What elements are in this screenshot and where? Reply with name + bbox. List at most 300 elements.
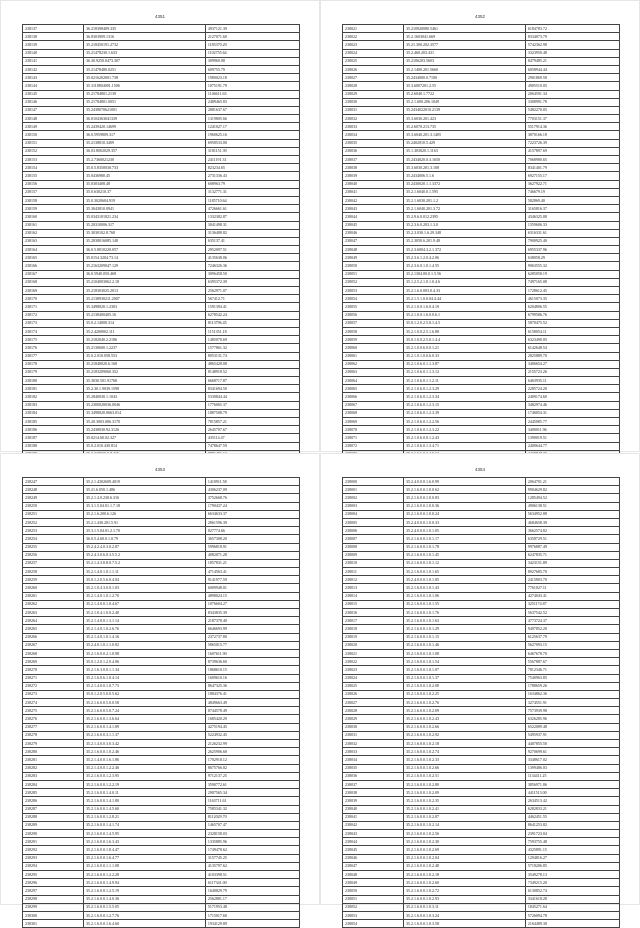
coordinate-cell: 35.2.1.6.0.0.2.1.0.98 (83, 649, 205, 657)
point-id-cell: 238063 (343, 368, 404, 376)
value-cell: 567412.71 (205, 295, 299, 303)
table-row (23, 213, 300, 221)
value-cell: 1151351.18 (205, 327, 299, 335)
table-row (343, 319, 620, 327)
table-row (343, 641, 620, 649)
point-id-cell: 238046 (343, 229, 404, 237)
table-row (23, 164, 300, 172)
point-id-cell: 238027 (343, 74, 404, 82)
table-row (343, 442, 620, 450)
coordinate-cell: 35.3.6040.201.3.1405 (403, 131, 525, 139)
coordinate-table (342, 477, 620, 928)
value-cell: 6646693.99 (205, 625, 299, 633)
table-row (23, 600, 300, 608)
value-cell: 1715017.60 (205, 911, 299, 919)
table-row (23, 846, 300, 854)
point-id-cell: 238043 (343, 830, 404, 838)
value-cell: 7593755.48 (525, 838, 619, 846)
coordinate-cell: 35.21478480.0251 (83, 65, 205, 73)
table-row (23, 576, 300, 584)
coordinate-cell: 35.2.1.0.0.1.6.0.0.6.1 (403, 311, 525, 319)
point-id-cell: 238031 (343, 731, 404, 739)
coordinate-cell: 35.2.1.6.0.0.1.0.1.54 (403, 658, 525, 666)
value-cell: 4135797.62 (205, 862, 299, 870)
table-row (23, 57, 300, 65)
point-id-cell: 238035 (343, 139, 404, 147)
point-id-cell: 238147 (23, 106, 84, 114)
point-id-cell: 238170 (23, 295, 84, 303)
value-cell: 827774.66 (205, 527, 299, 535)
value-cell: 4274043.41 (525, 592, 619, 600)
value-cell: 2164489.30 (525, 920, 619, 928)
point-id-cell: 238032 (343, 740, 404, 748)
value-cell: 3870166.18 (525, 131, 619, 139)
point-id-cell: 238296 (23, 879, 84, 887)
table-row (343, 568, 620, 576)
table-row (343, 625, 620, 633)
coordinate-cell: 35.2.3.030.1.6.29.348 (403, 229, 525, 237)
point-id-cell: 238161 (23, 221, 84, 229)
table-row (343, 254, 620, 262)
table-row (23, 690, 300, 698)
table-row (23, 641, 300, 649)
table-row (343, 805, 620, 813)
value-cell: 1390019.51 (525, 434, 619, 442)
value-cell: 1102755.64 (205, 49, 299, 57)
coordinate-cell: 35.2.1.6030.201.1.2 (403, 196, 525, 204)
point-id-cell: 238281 (23, 756, 84, 764)
page-number: 4352 (474, 14, 485, 19)
coordinate-cell: 35.2.1.0.6.0.1.2.2.56 (403, 418, 525, 426)
coordinate-cell: 35.2.1.6.0.0.1.4.1.89 (83, 723, 205, 731)
value-cell: 7703151.37 (525, 115, 619, 123)
coordinate-cell: 35.2.1.6.0.0.1.6.3.43 (83, 838, 205, 846)
table-row (343, 401, 620, 409)
value-cell: 8343835.39 (205, 609, 299, 617)
table-row (343, 262, 620, 270)
point-id-cell: 238299 (23, 903, 84, 911)
point-id-cell: 238248 (23, 486, 84, 494)
coordinate-cell: 35.218450191.2732 (83, 41, 205, 49)
table-row (23, 871, 300, 879)
point-id-cell: 238031 (343, 106, 404, 114)
value-cell: 1749478.62 (205, 846, 299, 854)
value-cell: 3400011.96 (525, 426, 619, 434)
table-row (343, 385, 620, 393)
table-row (343, 772, 620, 780)
table-row (23, 229, 300, 237)
table-row (23, 699, 300, 707)
table-row (23, 821, 300, 829)
coordinate-cell: 35.2.3.6.0.203.1.3.0 (403, 221, 525, 229)
table-row (343, 57, 620, 65)
table-row (343, 813, 620, 821)
coordinate-cell: 35.2840030.1.1043 (83, 393, 205, 401)
value-cell: 1776065.37 (205, 401, 299, 409)
coordinate-cell: 35.0.2.010.058.553 (83, 352, 205, 360)
point-id-cell: 238298 (23, 895, 84, 903)
value-cell: 1790437.24 (205, 502, 299, 510)
point-id-cell: 238054 (343, 920, 404, 928)
coordinate-cell: 35.0.1.2.0.2.5.0.1.4.5 (403, 319, 525, 327)
value-cell: 7068980.65 (525, 156, 619, 164)
coordinate-cell: 35.2434022010.2139 (403, 106, 525, 114)
point-id-cell: 238141 (23, 57, 84, 65)
coordinate-cell: 35.2.1.6.0.0.1.4.5.95 (83, 830, 205, 838)
value-cell: 8053131.74 (205, 352, 299, 360)
table-row (343, 666, 620, 674)
point-id-cell: 238045 (343, 846, 404, 854)
value-cell: 8113796.45 (205, 319, 299, 327)
point-id-cell: 238249 (23, 494, 84, 502)
coordinate-cell: 35.2438070621001 (83, 106, 205, 114)
coordinate-cell: 35.2.1.6.0.0.1.0.2.69 (403, 846, 525, 854)
coordinate-cell: 35.2.1.6.0.0.1.0.2.30 (403, 838, 525, 846)
table-row (23, 920, 300, 928)
table-row (23, 262, 300, 270)
point-id-cell: 238183 (23, 401, 84, 409)
coordinate-cell: 35.2.1.6.0.0.1.2.2.28 (83, 871, 205, 879)
point-id-cell: 238051 (343, 270, 404, 278)
point-id-cell: 238057 (343, 319, 404, 327)
table-row (23, 756, 300, 764)
value-cell: 3423151.89 (525, 559, 619, 567)
table-row (343, 90, 620, 98)
coordinate-cell: 35.2439420.14699 (83, 123, 205, 131)
point-id-cell: 238297 (23, 887, 84, 895)
coordinate-cell: 35.2.1304.00.0.1.5.56 (403, 270, 525, 278)
value-cell: 1685420.29 (205, 715, 299, 723)
value-cell: 9270699.61 (525, 748, 619, 756)
table-row (343, 715, 620, 723)
value-cell: 4103398.51 (205, 871, 299, 879)
value-cell: 5865015.77 (205, 641, 299, 649)
coordinate-cell: 35.2.1.6.0.0.1.0.1.45 (403, 551, 525, 559)
table-row (23, 518, 300, 526)
point-id-cell: 238159 (23, 205, 84, 213)
table-row (343, 494, 620, 502)
table-row (343, 393, 620, 401)
value-cell: 2445085.77 (525, 418, 619, 426)
coordinate-cell: 35.2.1.4.0.0.1.3.1.14 (83, 617, 205, 625)
coordinate-cell: 35.21784801.2139 (83, 90, 205, 98)
coordinate-cell: 35.2.1.6040.201.3.72 (403, 205, 525, 213)
coordinate-cell: 35.2182040.2.2186 (83, 336, 205, 344)
coordinate-cell: 35.20310006.317 (83, 221, 205, 229)
coordinate-cell: 35.2.1.6.0.0.1.0.2.43 (403, 715, 525, 723)
coordinate-cell: 35.0154.3204.73.14 (83, 254, 205, 262)
coordinate-cell: 35.2.1.6.0.0.1.0.2.18 (403, 740, 525, 748)
value-cell: 4411513.00 (525, 789, 619, 797)
table-row (343, 731, 620, 739)
value-cell: 6142648.54 (525, 344, 619, 352)
point-id-cell: 238002 (343, 494, 404, 502)
coordinate-cell: 35.0.3020604.919 (83, 196, 205, 204)
coordinate-cell: 35.2.1.0.6.0.1.2.3.39 (403, 409, 525, 417)
value-cell: 582869.40 (525, 196, 619, 204)
value-cell: 4346325.08 (525, 213, 619, 221)
value-cell: 9063555.32 (525, 262, 619, 270)
coordinate-cell: 35.3043810.0941 (83, 205, 205, 213)
point-id-cell: 238148 (23, 115, 84, 123)
point-id-cell: 238046 (343, 854, 404, 862)
value-cell: 4275194.45 (205, 723, 299, 731)
value-cell: 7900925.40 (525, 237, 619, 245)
table-row (23, 442, 300, 450)
point-id-cell: 238280 (23, 748, 84, 756)
table-row (343, 879, 620, 887)
coordinate-cell: 35.2.1.6.200.6.126 (83, 510, 205, 518)
value-cell: 8739636.60 (205, 658, 299, 666)
coordinate-cell: 35.2.4.0.0.0.1.6.0.99 (403, 478, 525, 486)
point-id-cell: 238062 (343, 360, 404, 368)
table-row (343, 821, 620, 829)
point-id-cell: 238275 (23, 707, 84, 715)
value-cell: 4615073.35 (525, 295, 619, 303)
point-id-cell: 238056 (343, 311, 404, 319)
table-row (343, 270, 620, 278)
value-cell: 6009948.01 (205, 584, 299, 592)
table-row (343, 658, 620, 666)
table-row (343, 352, 620, 360)
coordinate-cell: 35.2106203.5603 (403, 57, 525, 65)
point-id-cell: 238049 (343, 254, 404, 262)
coordinate-cell: 35.2.1.6.0.0.1.0.0.62 (403, 486, 525, 494)
value-cell: 638058.29 (525, 254, 619, 262)
table-row (343, 690, 620, 698)
value-cell: 4684658.39 (525, 518, 619, 526)
table-row (23, 49, 300, 57)
table-row (343, 41, 620, 49)
coordinate-cell: 35.2.1.6.0.0.1.4.9.94 (83, 879, 205, 887)
value-cell: 4082071.28 (205, 551, 299, 559)
table-row (23, 903, 300, 911)
table-row (343, 682, 620, 690)
table-row (343, 854, 620, 862)
value-cell: 6184783.72 (525, 25, 619, 33)
point-id-cell: 238253 (23, 527, 84, 535)
coordinate-cell: 36.30.9250.0473.307 (83, 57, 205, 65)
value-cell: 3657308.20 (205, 535, 299, 543)
point-id-cell: 238291 (23, 838, 84, 846)
value-cell: 1884376.41 (205, 690, 299, 698)
coordinate-cell: 35.2.1.4.0.1.0.2.6.76 (83, 625, 205, 633)
coordinate-cell: 35.2.1.6.0.0.5.0.0.58 (83, 699, 205, 707)
table-row (23, 156, 300, 164)
coordinate-cell: 35.2.1400.201.5660 (403, 65, 525, 73)
point-id-cell: 238025 (343, 682, 404, 690)
coordinate-cell: 35.2.1.4.0.1.0.1.1.11 (83, 568, 205, 576)
coordinate-cell: 35.2.1.6.0.0.1.0.2.46 (83, 748, 205, 756)
value-cell: 1980023.18 (205, 74, 299, 82)
coordinate-cell: 35.21.300.202.3577 (403, 41, 525, 49)
table-row (343, 846, 620, 854)
table-row (343, 584, 620, 592)
value-cell: 2562881.17 (205, 895, 299, 903)
coordinate-cell: 35.2.1.6.0.0.1.0.0.24 (403, 510, 525, 518)
point-id-cell: 238019 (343, 633, 404, 641)
point-id-cell: 238262 (23, 600, 84, 608)
value-cell: 823234.65 (205, 164, 299, 172)
point-id-cell: 238259 (23, 576, 84, 584)
coordinate-cell: 35.2.1.6.0.0.1.0.2.93 (403, 895, 525, 903)
coordinate-cell: 35.2.1.0.6.0.0.1.2.43 (403, 434, 525, 442)
coordinate-cell: 35.2.6070.213.735 (403, 123, 525, 131)
point-id-cell: 238286 (23, 797, 84, 805)
page-number: 4351 (154, 14, 165, 19)
point-id-cell: 238261 (23, 592, 84, 600)
coordinate-cell: 35.2.1.6.0.0.1.0.2.33 (403, 756, 525, 764)
page-number: 4353 (154, 467, 165, 472)
value-cell: 5627093.15 (525, 641, 619, 649)
value-cell: 7246326.36 (205, 262, 299, 270)
point-id-cell: 238065 (343, 385, 404, 393)
coordinate-cell: 35.2.1.6.0.0.1.2.2.19 (83, 780, 205, 788)
coordinate-cell: 35.2.1.6.0.0.1.0.2.87 (403, 813, 525, 821)
point-id-cell: 238039 (343, 172, 404, 180)
value-cell: 6278542.24 (205, 311, 299, 319)
point-id-cell: 238294 (23, 862, 84, 870)
table-row (23, 106, 300, 114)
value-cell: 4157897.69 (525, 147, 619, 155)
value-cell: 3752668.76 (205, 494, 299, 502)
table-row (23, 434, 300, 442)
point-id-cell: 238038 (343, 164, 404, 172)
coordinate-cell: 35.2.1.6.0.0.1.0.2.76 (403, 699, 525, 707)
table-row (23, 862, 300, 870)
value-cell: 1934129.89 (205, 920, 299, 928)
coordinate-cell: 35.2.1.0.4.3.0.0.1.03 (83, 584, 205, 592)
table-row (23, 707, 300, 715)
coordinate-cell: 35.2.1.5.1.0.0.04.4.44 (403, 295, 525, 303)
table-row (23, 609, 300, 617)
coordinate-cell: 35.2.1.6.0.0.1.0.2.08 (403, 682, 525, 690)
value-cell: 7573939.98 (525, 707, 619, 715)
value-cell: 7497165.08 (525, 278, 619, 286)
point-id-cell: 238048 (343, 871, 404, 879)
value-cell: 9141977.59 (205, 576, 299, 584)
value-cell: 5996818.91 (205, 543, 299, 551)
coordinate-cell: 35.2.1.6.0.0.1.8.4.47 (83, 846, 205, 854)
value-cell: 1887508.79 (205, 409, 299, 417)
value-cell: 609755.79 (205, 65, 299, 73)
coordinate-cell: 35.3498020.0663.014 (83, 409, 205, 417)
point-id-cell: 238154 (23, 164, 84, 172)
value-cell: 6125637.79 (525, 633, 619, 641)
table-row (343, 180, 620, 188)
value-cell: 1788659.26 (525, 682, 619, 690)
table-row (23, 205, 300, 213)
coordinate-cell: 35.2.1.6.0.0.1.0.1.12 (403, 559, 525, 567)
coordinate-cell: 35.2.1.6.0.0.1.0.2.92 (403, 731, 525, 739)
value-cell: 5726094.78 (525, 911, 619, 919)
coordinate-cell: 35.2.1.6.0.0.1.2.3.95 (83, 772, 205, 780)
value-cell: 1960625.16 (205, 131, 299, 139)
table-row (343, 278, 620, 286)
table-row (23, 196, 300, 204)
table-row (343, 707, 620, 715)
point-id-cell: 238059 (343, 336, 404, 344)
table-row (343, 295, 620, 303)
coordinate-cell: 35.2434000.0.7100 (403, 74, 525, 82)
value-cell: 5870475.52 (525, 319, 619, 327)
table-row (343, 418, 620, 426)
value-cell: 6282833.21 (525, 805, 619, 813)
value-cell: 3341618.28 (525, 895, 619, 903)
table-row (343, 723, 620, 731)
point-id-cell: 238266 (23, 633, 84, 641)
value-cell: 1332382.87 (205, 213, 299, 221)
table-row (343, 164, 620, 172)
coordinate-cell: 35.2.1.6.0.0.1.2.8.21 (83, 813, 205, 821)
coordinate-cell: 35.2.1.6.0.0.1.0.1.08 (403, 649, 525, 657)
point-id-cell: 238003 (343, 502, 404, 510)
point-id-cell: 238255 (23, 543, 84, 551)
coordinate-cell: 35.2.1.6.0.0.1.2.5.19 (83, 887, 205, 895)
coordinate-cell: 35.2.1.6.3.0.0.1.1.34 (83, 666, 205, 674)
coordinate-cell: 35.2.1.0.0.2.5.1.6.88 (403, 327, 525, 335)
point-id-cell: 238167 (23, 270, 84, 278)
point-id-cell: 238070 (343, 426, 404, 434)
value-cell: 6158054.11 (525, 327, 619, 335)
coordinate-cell: 35.2.1.6.0.0.1.0.2.72 (403, 887, 525, 895)
coordinate-cell: 35.2.1.6.0.0.1.0.2.09 (403, 707, 525, 715)
coordinate-cell: 35.2.7360021230 (83, 156, 205, 164)
table-row (343, 172, 620, 180)
value-cell: 3096458.50 (205, 270, 299, 278)
point-id-cell: 238030 (343, 723, 404, 731)
value-cell: 746679.19 (525, 188, 619, 196)
value-cell: 2064701.21 (525, 478, 619, 486)
table-row (23, 838, 300, 846)
value-cell: 3165816.37 (525, 205, 619, 213)
value-cell: 6799586.76 (525, 311, 619, 319)
coordinate-cell: 35.0.5.8350030.733 (83, 164, 205, 172)
document-page-4 (320, 453, 640, 926)
value-cell: 2645707.67 (205, 426, 299, 434)
value-cell: 3308991.78 (525, 98, 619, 106)
table-row (23, 723, 300, 731)
point-id-cell: 238176 (23, 344, 84, 352)
value-cell: 4898024.15 (205, 592, 299, 600)
table-row (23, 854, 300, 862)
coordinate-cell: 35.2.1.6.0.0.1.4.1.80 (83, 797, 205, 805)
table-row (343, 649, 620, 657)
value-cell: 1868610.15 (205, 666, 299, 674)
table-row (23, 764, 300, 772)
coordinate-cell: 35.2.1.6.0.0.1.5.5.05 (83, 903, 205, 911)
table-row (23, 344, 300, 352)
table-row (23, 780, 300, 788)
table-row (343, 617, 620, 625)
coordinate-cell: 35.2.1.6.0.0.1.4.5.60 (83, 805, 205, 813)
value-cell: 4135638.06 (205, 254, 299, 262)
point-id-cell: 238252 (23, 518, 84, 526)
coordinate-cell: 35.2.1.4.0.1.0.1.4.16 (83, 633, 205, 641)
point-id-cell: 238269 (23, 658, 84, 666)
point-id-cell: 238137 (23, 25, 84, 33)
table-row (343, 82, 620, 90)
value-cell: 8341694.50 (205, 385, 299, 393)
point-id-cell: 238179 (23, 368, 84, 376)
coordinate-cell: 35.2.1.0.6.0.1.2.3.34 (403, 393, 525, 401)
table-row (23, 486, 300, 494)
table-row (343, 246, 620, 254)
point-id-cell: 238180 (23, 377, 84, 385)
point-id-cell: 238035 (343, 764, 404, 772)
value-cell: 8341401.79 (525, 164, 619, 172)
point-id-cell: 238254 (23, 535, 84, 543)
